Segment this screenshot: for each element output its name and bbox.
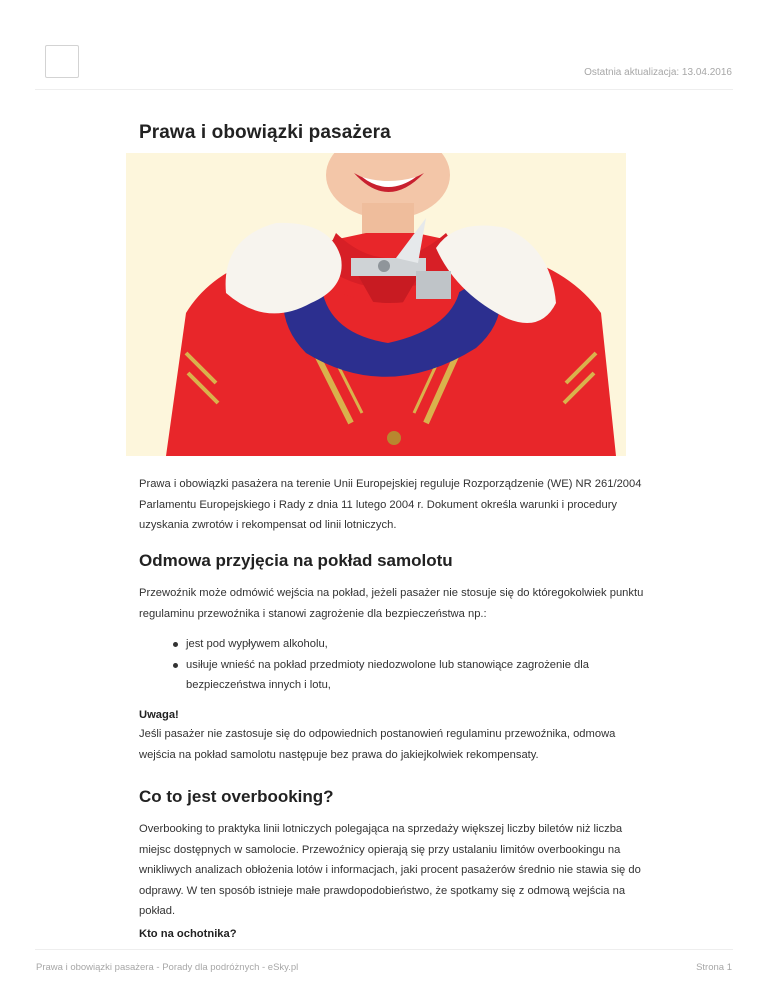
page-title: Prawa i obowiązki pasażera <box>139 122 391 143</box>
section-heading-overbooking: Co to jest overbooking? <box>139 787 334 806</box>
header-divider <box>35 89 733 90</box>
footer-page-number: Strona 1 <box>696 962 732 973</box>
list-item <box>139 655 639 696</box>
subheading-volunteer: Kto na ochotnika? <box>139 928 237 940</box>
hero-image <box>126 153 626 456</box>
logo-placeholder <box>45 45 79 78</box>
overbooking-paragraph: Overbooking to praktyka linii lotniczych polegająca na sprzedaży większej liczby biletów niż liczba miejsc dostępnych w samolocie. Przewoźnicy opierają się przy ustalaniu limitów overbookingu na wnikliwych analizach obłożenia lotów i informacjach, jaki procent pasażerów średnio nie stawia się do odprawy. W ten sposób istnieje małe prawdopodobieństwo, że spotkamy się z odmową wejścia na pokład. <box>139 823 641 917</box>
list-item-text: usiłuje wnieść na pokład przedmioty niedozwolone lub stanowiące zagrożenie dla bezpieczeństwa innych i lotu, <box>186 658 589 691</box>
intro-paragraph: Prawa i obowiązki pasażera na terenie Unii Europejskiej reguluje Rozporządzenie (WE) NR 261/2004 Parlamentu Europejskiego i Rady z dnia 11 lutego 2004 r. Dokument określa warunki i procedury uzyskania zwrotów i rekompensat od linii lotniczych. <box>139 478 642 531</box>
footer-page-title: Prawa i obowiązki pasażera - Porady dla podróżnych - eSky.pl <box>36 962 299 973</box>
list-item-text: jest pod wypływem alkoholu, <box>186 638 328 650</box>
last-update-text: Ostatnia aktualizacja: 13.04.2016 <box>584 67 732 78</box>
note-label: Uwaga! <box>139 709 179 721</box>
denied-boarding-paragraph: Przewoźnik może odmówić wejścia na pokład, jeżeli pasażer nie stosuje się do któregokolwiek punktu regulaminu przewoźnika i stanowi zagrożenie dla bezpieczeństwa np.: <box>139 587 644 620</box>
bullet-icon <box>173 642 178 647</box>
list-item <box>139 634 639 655</box>
footer-divider <box>35 949 733 950</box>
section-heading-denied-boarding: Odmowa przyjęcia na pokład samolotu <box>139 551 453 570</box>
note-paragraph: Jeśli pasażer nie zastosuje się do odpowiednich postanowień regulaminu przewoźnika, odmowa wejścia na pokład samolotu następuje bez prawa do jakiejkolwiek rekompensaty. <box>139 728 616 761</box>
bullet-icon <box>173 663 178 668</box>
reasons-list <box>139 634 639 696</box>
